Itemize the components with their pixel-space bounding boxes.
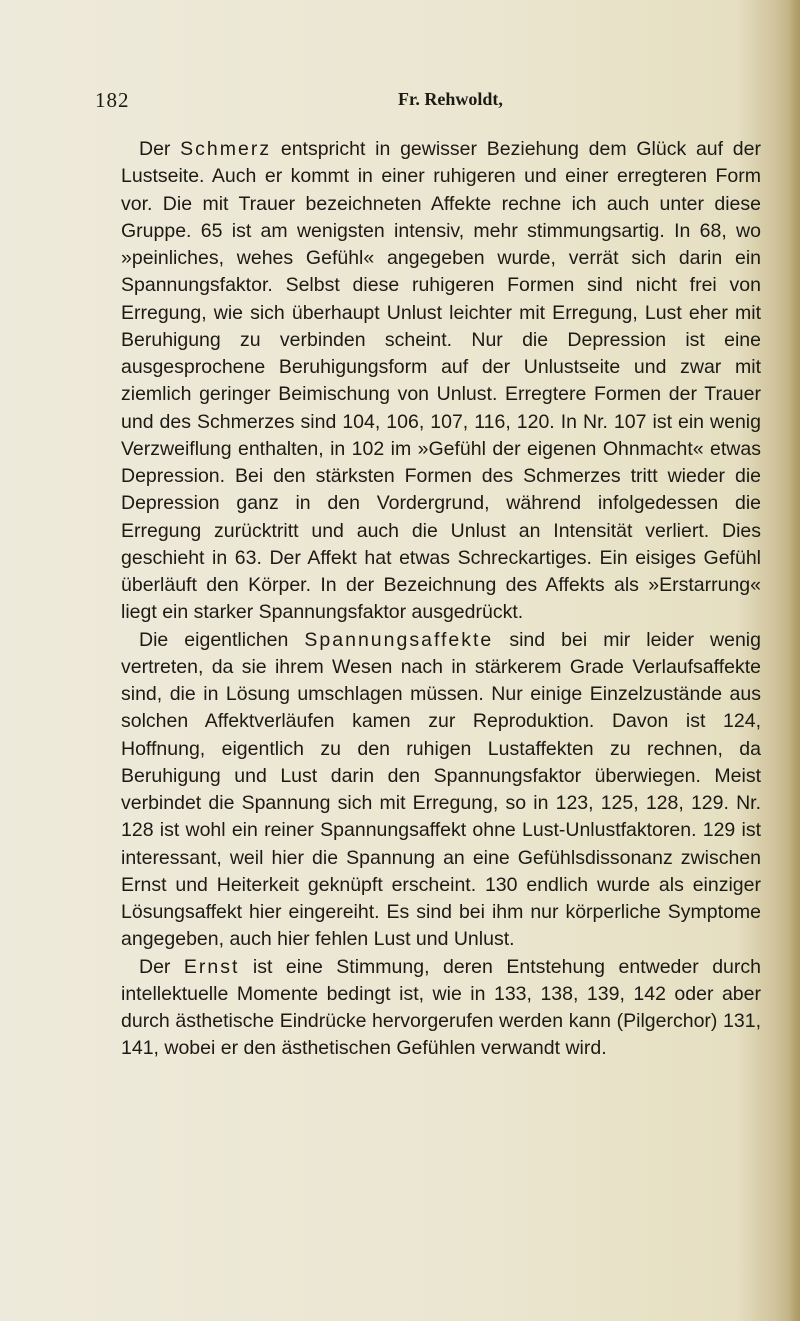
spaced-term-ernst: Ernst <box>183 955 240 978</box>
paragraph-body: ist eine Stimmung, deren Entstehung entweder durch intellektuelle Momente bedingt ist, wie in 133, 138, 139, 142 oder aber durch ästhetische Eindrücke hervorgerufen werden kann (Pilgerchor) 131, 141, wobei er den ästhetischen Gefühlen verwandt wird. <box>121 955 761 1060</box>
spaced-term-spannungsaffekte: Spannungsaffekte <box>304 628 494 651</box>
page-number: 182 <box>95 88 130 112</box>
spaced-term-schmerz: Schmerz <box>180 138 272 160</box>
paragraph-lead: Der <box>139 955 184 978</box>
running-head: Fr. Rehwoldt, <box>398 89 503 109</box>
paragraph-spannungsaffekte <box>121 627 761 954</box>
body-text <box>121 136 761 1063</box>
paragraph-body: sind bei mir leider wenig vertreten, da sie ihrem Wesen nach in stärkerem Grade Verlaufsaffekte sind, die in Lösung umschlagen müssen. Nur einige Einzelzustände aus solchen Affektverläufen kamen zur Reproduktion. Davon ist 124, Hoffnung, eigentlich zu den ruhigen Lustaffekten zu rechnen, da Beruhigung und Lust darin den Spannungsfaktor überwiegen. Meist verbindet die Spannung sich mit Erregung, so in 123, 125, 128, 129. Nr. 128 ist wohl ein reiner Spannungsaffekt ohne Lust-Unlustfaktoren. 129 ist interessant, weil hier die Spannung an eine Gefühlsdissonanz zwischen Ernst und Heiterkeit geknüpft erscheint. 130 endlich wurde als einziger Lösungsaffekt hier eingereiht. Es sind bei ihm nur körperliche Symptome angegeben, auch hier fehlen Lust und Unlust. <box>121 628 761 951</box>
paragraph-ernst <box>121 954 761 1063</box>
paragraph-lead: Der <box>139 138 181 160</box>
paragraph-schmerz <box>121 136 761 627</box>
page-header <box>95 88 735 118</box>
page-edge-shadow <box>788 0 800 1321</box>
paragraph-body: entspricht in gewisser Beziehung dem Glück auf der Lustseite. Auch er kommt in einer ruhigeren und einer erregteren Form vor. Die mit Trauer bezeichneten Affekte rechne ich auch unter diese Gruppe. 65 ist am wenigsten intensiv, mehr stimmungsartig. In 68, wo »peinliches, wehes Gefühl« angegeben wurde, verrät sich darin ein Spannungsfaktor. Selbst diese ruhigeren Formen sind nicht frei von Erregung, wie sich überhaupt Unlust leichter mit Erregung, Lust eher mit Beruhigung zu verbinden scheint. Nur die Depression ist eine ausgesprochene Beruhigungsform auf der Unlustseite und zwar mit ziemlich geringer Beimischung von Unlust. Erregtere Formen der Trauer und des Schmerzes sind 104, 106, 107, 116, 120. In Nr. 107 ist ein wenig Verzweiflung enthalten, in 102 im »Gefühl der eigenen Ohnmacht« etwas Depression. Bei den stärksten Formen des Schmerzes tritt wieder die Depression ganz in den Vordergrund, während infolgedessen die Erregung zurücktritt und auch die Unlust an Intensität verliert. Dies geschieht in 63. Der Affekt hat etwas Schreckartiges. Ein eisiges Gefühl überläuft den Körper. In der Bezeichnung des Affekts als »Erstarrung« liegt ein starker Spannungsfaktor ausgedrückt. <box>121 138 761 624</box>
paragraph-lead: Die eigentlichen <box>139 628 305 651</box>
